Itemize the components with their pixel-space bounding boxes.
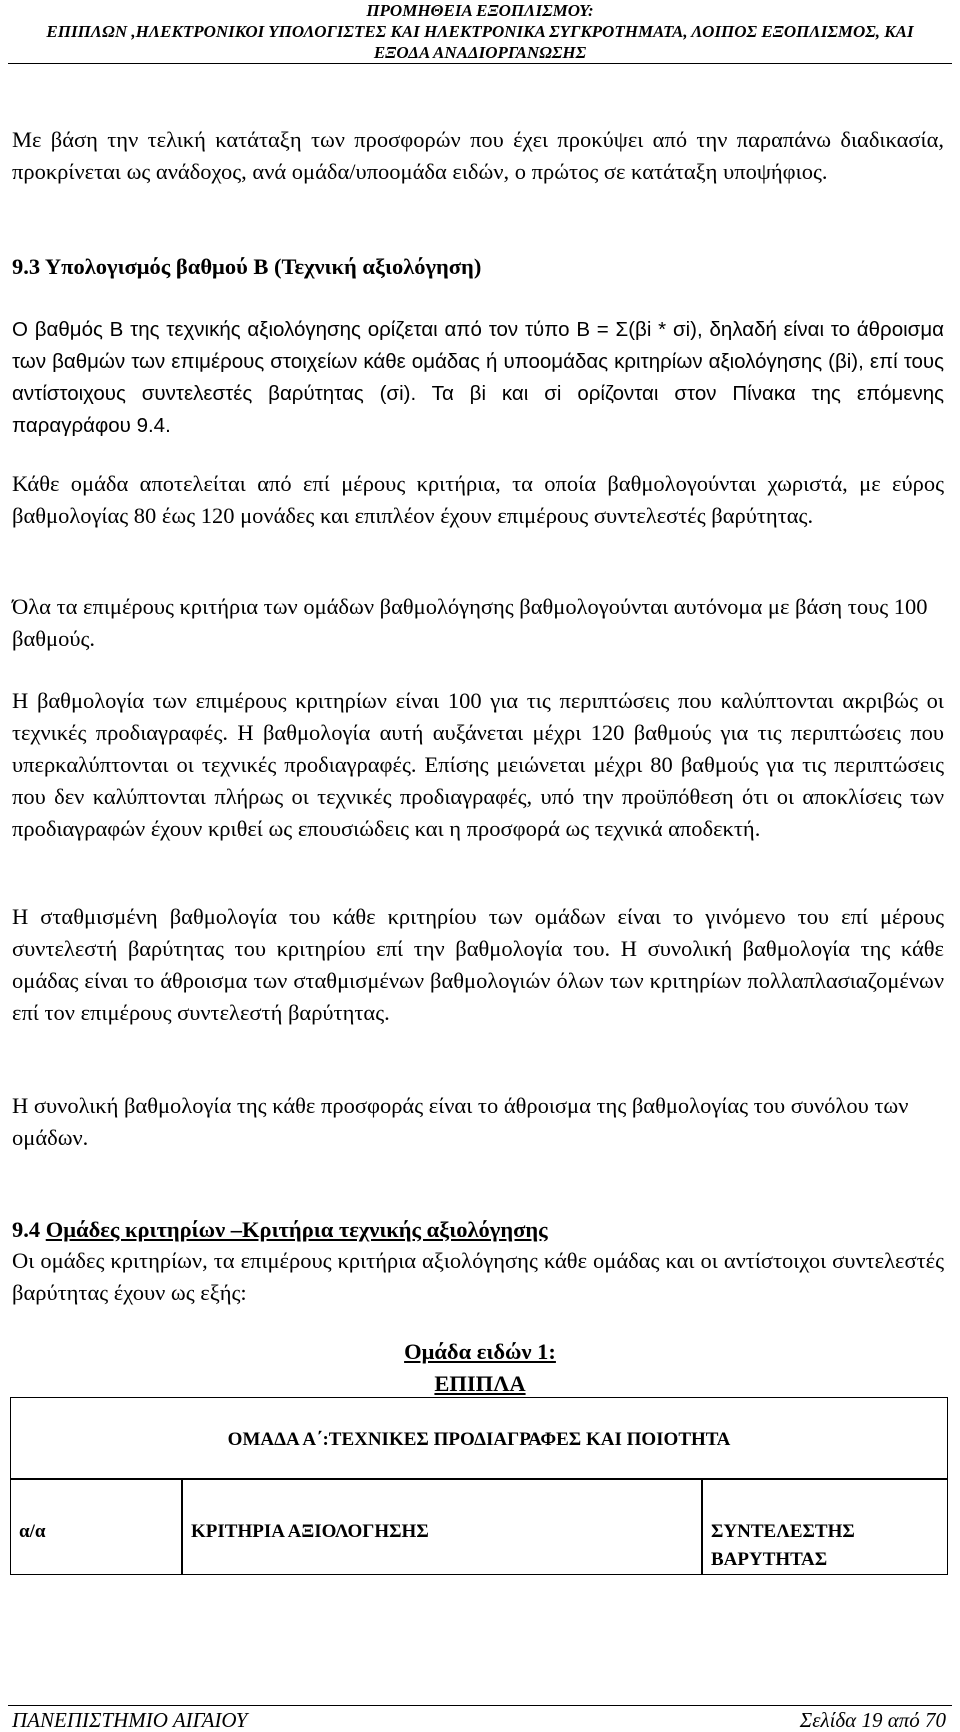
table-col-divider bbox=[181, 1479, 183, 1574]
paragraph-weighted-score: Η σταθμισμένη βαθμολογία του κάθε κριτηρίου των ομάδων είναι το γινόμενο του επί μέρους συντελεστή βαρύτητας του κριτηρίου επί την βαθμολογία του. Η συνολική βαθμολογία της κάθε ομάδας είναι το άθροισμα των σταθμισμένων βαθμολογιών όλων των κριτηρίων πολλαπλασιαζομένων επί τον επιμέρους συντελεστή βαρύτητας. bbox=[12, 904, 944, 1025]
paragraph-formula: Ο βαθμός Β της τεχνικής αξιολόγησης ορίζεται από τον τύπο Β = Σ(βi * σi), δηλαδή είναι το άθροισμα των βαθμών των επιμέρους στοιχείων κάθε ομάδας ή υποομάδας κριτηρίων αξιολόγησης (βi), επί τους αντίστοιχους συντελεστές βαρύτητας (σi). Τα βi και σi ορίζονται στον Πίνακα της επόμενης παραγράφου 9.4. bbox=[12, 318, 944, 437]
section-title: Ομάδες κριτηρίων –Κριτήρια τεχνικής αξιολόγησης bbox=[45, 1217, 548, 1242]
section-heading-9-4 bbox=[12, 1214, 548, 1246]
column-header-weight-line2: ΒΑΡΥΤΗΤΑΣ bbox=[711, 1549, 828, 1570]
footer-divider bbox=[8, 1705, 952, 1706]
group-name: ΕΠΙΠΛΑ bbox=[434, 1371, 526, 1396]
paragraph-scoring: Η βαθμολογία των επιμέρους κριτηρίων είναι 100 για τις περιπτώσεις που καλύπτονται ακριβώς οι τεχνικές προδιαγραφές. Η βαθμολογία αυτή αυξάνεται μέχρι 120 βαθμούς για τις περιπτώσεις που υπερκαλύπτονται οι τεχνικές προδιαγραφές. Επίσης μειώνεται μέχρι 80 βαθμούς για τις περιπτώσεις που δεν καλύπτονται πλήρως οι τεχνικές προδιαγραφές, υπό την προϋπόθεση ότι οι αποκλίσεις των προδιαγραφών έχουν κριθεί ως επουσιώδεις και η προσφορά ως τεχνικά αποδεκτή. bbox=[12, 688, 944, 841]
page-header bbox=[0, 0, 960, 63]
paragraph-base-score: Όλα τα επιμέρους κριτήρια των ομάδων βαθμολόγησης βαθμολογούνται αυτόνομα με βάση τους 100 βαθμούς. bbox=[12, 594, 928, 651]
section-heading-9-3: 9.3 Υπολογισμός βαθμού Β (Τεχνική αξιολόγηση) bbox=[12, 254, 482, 279]
criteria-table bbox=[10, 1397, 948, 1575]
header-title: ΠΡΟΜΗΘΕΙΑ ΕΞΟΠΛΙΣΜΟΥ: bbox=[366, 1, 594, 20]
column-header-index: α/α bbox=[19, 1521, 46, 1542]
column-header-weight-line1: ΣΥΝΤΕΛΕΣΤΗΣ bbox=[711, 1521, 855, 1542]
header-subtitle-cont: ΕΞΟΔΑ ΑΝΑΔΙΟΡΓΑΝΩΣΗΣ bbox=[373, 43, 587, 62]
footer-page-number: Σελίδα 19 από 70 bbox=[799, 1708, 946, 1732]
paragraph-intro: Με βάση την τελική κατάταξη των προσφορών που έχει προκύψει από την παραπάνω διαδικασία, προκρίνεται ως ανάδοχος, ανά ομάδα/υποομάδα ειδών, ο πρώτος σε κατάταξη υποψήφιος. bbox=[12, 127, 944, 184]
column-header-weight bbox=[711, 1518, 855, 1574]
paragraph-as-follows: Οι ομάδες κριτηρίων, τα επιμέρους κριτήρια αξιολόγησης κάθε ομάδας και οι αντίστοιχοι συντελεστές βαρύτητας έχουν ως εξής: bbox=[12, 1248, 944, 1305]
paragraph-total-score: Η συνολική βαθμολογία της κάθε προσφοράς είναι το άθροισμα της βαθμολογίας του συνόλου των ομάδων. bbox=[12, 1093, 909, 1150]
table-title: ΟΜΑΔΑ Α΄:ΤΕΧΝΙΚΕΣ ΠΡΟΔΙΑΓΡΑΦΕΣ ΚΑΙ ΠΟΙΟΤΗΤΑ bbox=[227, 1429, 731, 1450]
header-subtitle: ΕΠΙΠΛΩΝ ,ΗΛΕΚΤΡΟΝΙΚΟΙ ΥΠΟΛΟΓΙΣΤΕΣ ΚΑΙ ΗΛΕΚΤΡΟΝΙΚΑ ΣΥΓΚΡΟΤΗΜΑΤΑ, ΛΟΙΠΟΣ ΕΞΟΠΛΙΣΜΟΣ, ΚΑΙ bbox=[46, 22, 914, 41]
footer-organization: ΠΑΝΕΠΙΣΤΗΜΙΟ ΑΙΓΑΙΟΥ bbox=[12, 1708, 248, 1732]
table-col-divider bbox=[701, 1479, 703, 1574]
header-divider bbox=[8, 63, 952, 64]
group-title: Ομάδα ειδών 1: bbox=[404, 1339, 556, 1364]
table-row-divider bbox=[11, 1478, 947, 1480]
column-header-criteria: ΚΡΙΤΗΡΙΑ ΑΞΙΟΛΟΓΗΣΗΣ bbox=[191, 1521, 429, 1542]
paragraph-groups: Κάθε ομάδα αποτελείται από επί μέρους κριτήρια, τα οποία βαθμολογούνται χωριστά, με εύρος βαθμολογίας 80 έως 120 μονάδες και επιπλέον έχουν επιμέρους συντελεστές βαρύτητας. bbox=[12, 471, 944, 528]
section-number: 9.4 bbox=[12, 1217, 46, 1242]
